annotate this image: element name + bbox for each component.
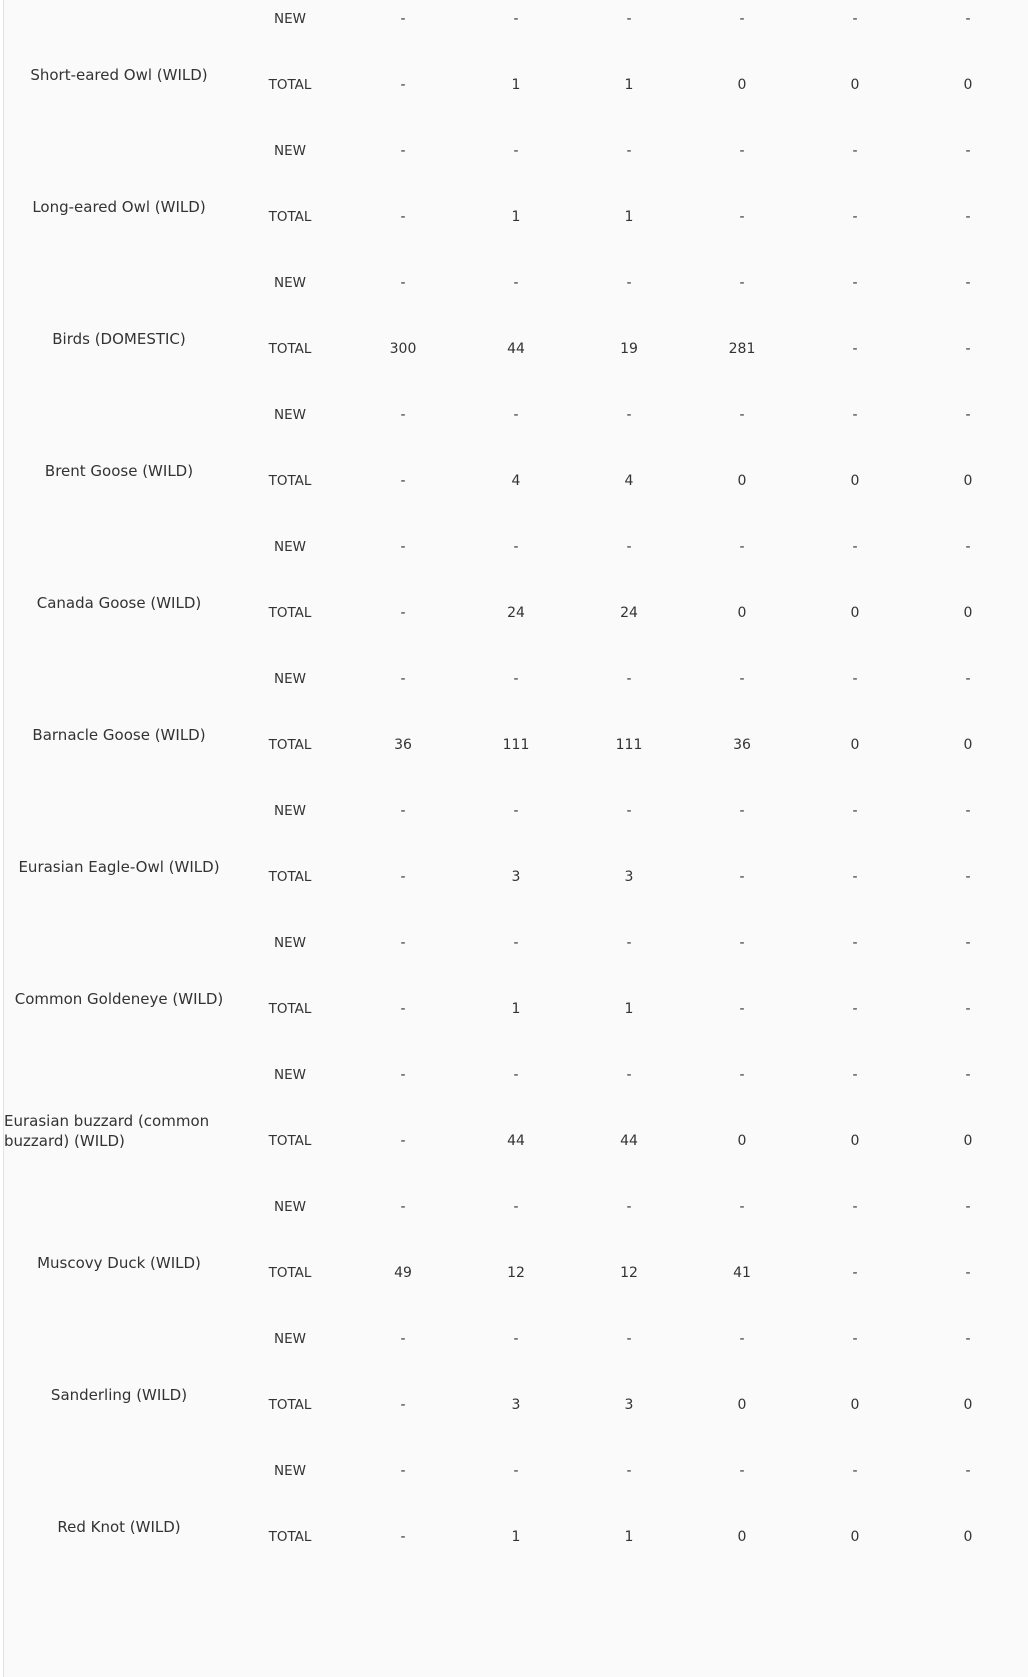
table-row — [4, 0, 1028, 9]
value-cell: - — [626, 1067, 632, 1083]
new-row — [234, 801, 1028, 821]
value-cell: - — [965, 11, 971, 27]
value-cell: 0 — [737, 473, 747, 489]
value-cell: 1 — [624, 1529, 634, 1545]
new-row — [234, 1329, 1028, 1349]
total-row — [234, 1131, 1028, 1151]
value-cell: - — [513, 11, 519, 27]
value-cell: - — [513, 803, 519, 819]
value-cell: - — [965, 1199, 971, 1215]
value-cell: - — [739, 869, 745, 885]
total-row — [234, 339, 1028, 359]
table-row — [4, 1197, 1028, 1329]
value-cell: - — [739, 539, 745, 555]
new-row — [234, 1461, 1028, 1481]
total-row — [234, 1263, 1028, 1283]
value-cell: 0 — [737, 1529, 747, 1545]
value-cell: - — [626, 539, 632, 555]
value-cell: - — [965, 341, 971, 357]
value-cell: - — [626, 803, 632, 819]
value-cell: 1 — [624, 209, 634, 225]
value-cell: 0 — [737, 1133, 747, 1149]
value-cell: 300 — [389, 341, 417, 357]
total-label: TOTAL — [268, 77, 312, 93]
value-cell: 111 — [615, 737, 643, 753]
value-cell: - — [626, 935, 632, 951]
value-cell: - — [965, 671, 971, 687]
value-cell: 1 — [511, 1001, 521, 1017]
value-cell: - — [513, 143, 519, 159]
value-cell: - — [965, 1067, 971, 1083]
value-cell: 0 — [963, 77, 973, 93]
value-cell: - — [400, 473, 406, 489]
total-row — [234, 75, 1028, 95]
new-row — [234, 405, 1028, 425]
value-cell: - — [852, 869, 858, 885]
table-row — [4, 1329, 1028, 1461]
new-row — [234, 1197, 1028, 1217]
table-row — [4, 933, 1028, 1065]
outbreak-table-panel — [3, 0, 1028, 1677]
table-row — [4, 801, 1028, 933]
value-cell: 3 — [624, 869, 634, 885]
value-cell: - — [965, 539, 971, 555]
value-cell: - — [965, 275, 971, 291]
value-cell: 1 — [511, 77, 521, 93]
total-label: TOTAL — [268, 1265, 312, 1281]
total-row — [234, 1527, 1028, 1547]
value-cell: - — [513, 407, 519, 423]
value-cell: 36 — [394, 737, 412, 753]
total-label: TOTAL — [268, 605, 312, 621]
value-cell: - — [400, 143, 406, 159]
value-cell: - — [626, 11, 632, 27]
value-cell: 0 — [850, 77, 860, 93]
value-cell: - — [739, 1067, 745, 1083]
value-cell: 0 — [850, 473, 860, 489]
value-cell: - — [513, 275, 519, 291]
value-cell: 44 — [507, 341, 525, 357]
species-name: Eurasian Eagle-Owl (WILD) — [18, 858, 220, 876]
value-cell: - — [852, 407, 858, 423]
value-cell: - — [739, 803, 745, 819]
value-cell: - — [852, 671, 858, 687]
total-row — [234, 1395, 1028, 1415]
new-row — [234, 1065, 1028, 1085]
species-name: Common Goldeneye (WILD) — [14, 990, 224, 1008]
value-cell: - — [400, 1331, 406, 1347]
value-cell: 0 — [737, 77, 747, 93]
value-cell: - — [965, 869, 971, 885]
value-cell: - — [400, 11, 406, 27]
value-cell: 0 — [850, 1133, 860, 1149]
value-cell: - — [739, 275, 745, 291]
total-row — [234, 471, 1028, 491]
value-cell: 44 — [620, 1133, 638, 1149]
table-row — [4, 9, 1028, 141]
value-cell: - — [852, 275, 858, 291]
value-cell: 281 — [728, 341, 756, 357]
value-cell: 0 — [850, 1397, 860, 1413]
value-cell: - — [400, 935, 406, 951]
species-name: Sanderling (WILD) — [50, 1386, 188, 1404]
new-label: NEW — [274, 143, 306, 159]
value-cell: - — [739, 1331, 745, 1347]
new-row — [234, 9, 1028, 29]
value-cell: - — [400, 1133, 406, 1149]
table-row — [4, 669, 1028, 801]
value-cell: - — [965, 143, 971, 159]
value-cell: - — [400, 1397, 406, 1413]
species-name: Eurasian buzzard (common buzzard) (WILD) — [4, 1112, 210, 1150]
value-cell: - — [965, 1463, 971, 1479]
value-cell: 12 — [620, 1265, 638, 1281]
value-cell: 4 — [511, 473, 521, 489]
table-row — [4, 1065, 1028, 1197]
value-cell: 1 — [624, 77, 634, 93]
value-cell: - — [400, 605, 406, 621]
new-label: NEW — [274, 803, 306, 819]
value-cell: - — [852, 803, 858, 819]
value-cell: - — [400, 803, 406, 819]
value-cell: - — [513, 1331, 519, 1347]
new-label: NEW — [274, 671, 306, 687]
value-cell: 0 — [737, 1397, 747, 1413]
value-cell: - — [626, 1331, 632, 1347]
new-label: NEW — [274, 275, 306, 291]
new-label: NEW — [274, 11, 306, 27]
new-label: NEW — [274, 539, 306, 555]
value-cell: 0 — [850, 605, 860, 621]
value-cell: 36 — [733, 737, 751, 753]
value-cell: - — [739, 1463, 745, 1479]
value-cell: - — [739, 1001, 745, 1017]
species-name: Red Knot (WILD) — [57, 1518, 181, 1536]
new-row — [234, 273, 1028, 293]
value-cell: 3 — [624, 1397, 634, 1413]
outbreak-table — [4, 0, 1028, 1593]
value-cell: - — [852, 1331, 858, 1347]
value-cell: 4 — [624, 473, 634, 489]
species-name: Short-eared Owl (WILD) — [30, 66, 208, 84]
value-cell: - — [852, 1001, 858, 1017]
value-cell: 24 — [620, 605, 638, 621]
new-label: NEW — [274, 1067, 306, 1083]
value-cell: - — [739, 671, 745, 687]
value-cell: - — [400, 869, 406, 885]
value-cell: - — [513, 1463, 519, 1479]
species-name: Long-eared Owl (WILD) — [32, 198, 206, 216]
new-row — [234, 933, 1028, 953]
value-cell: - — [852, 209, 858, 225]
value-cell: - — [626, 1463, 632, 1479]
total-label: TOTAL — [268, 341, 312, 357]
value-cell: 0 — [737, 605, 747, 621]
value-cell: - — [400, 539, 406, 555]
value-cell: - — [513, 1067, 519, 1083]
value-cell: - — [852, 1067, 858, 1083]
total-label: TOTAL — [268, 869, 312, 885]
value-cell: 0 — [963, 473, 973, 489]
value-cell: 0 — [963, 605, 973, 621]
value-cell: 1 — [511, 1529, 521, 1545]
value-cell: - — [626, 143, 632, 159]
value-cell: - — [852, 341, 858, 357]
value-cell: 0 — [963, 1397, 973, 1413]
table-row — [4, 537, 1028, 669]
value-cell: - — [513, 1199, 519, 1215]
value-cell: - — [965, 1265, 971, 1281]
value-cell: - — [965, 1001, 971, 1017]
value-cell: - — [626, 671, 632, 687]
value-cell: - — [852, 1463, 858, 1479]
species-name: Barnacle Goose (WILD) — [32, 726, 206, 744]
value-cell: - — [852, 935, 858, 951]
value-cell: 0 — [963, 1529, 973, 1545]
value-cell: - — [400, 407, 406, 423]
table-row — [4, 273, 1028, 405]
value-cell: - — [852, 11, 858, 27]
total-row — [234, 207, 1028, 227]
value-cell: 19 — [620, 341, 638, 357]
species-name: Canada Goose (WILD) — [36, 594, 202, 612]
new-row — [234, 141, 1028, 161]
value-cell: - — [400, 1199, 406, 1215]
new-row — [234, 537, 1028, 557]
total-row — [234, 603, 1028, 623]
total-row — [234, 735, 1028, 755]
value-cell: - — [739, 1199, 745, 1215]
new-label: NEW — [274, 1199, 306, 1215]
value-cell: - — [513, 671, 519, 687]
value-cell: - — [400, 209, 406, 225]
value-cell: - — [739, 407, 745, 423]
total-label: TOTAL — [268, 1529, 312, 1545]
value-cell: - — [965, 209, 971, 225]
table-row — [4, 405, 1028, 537]
value-cell: 111 — [502, 737, 530, 753]
value-cell: 0 — [850, 737, 860, 753]
total-label: TOTAL — [268, 209, 312, 225]
value-cell: - — [400, 1529, 406, 1545]
value-cell: 1 — [511, 209, 521, 225]
total-label: TOTAL — [268, 737, 312, 753]
new-label: NEW — [274, 407, 306, 423]
value-cell: - — [965, 803, 971, 819]
total-label: TOTAL — [268, 1001, 312, 1017]
value-cell: 44 — [507, 1133, 525, 1149]
value-cell: 24 — [507, 605, 525, 621]
value-cell: - — [739, 935, 745, 951]
value-cell: - — [513, 539, 519, 555]
value-cell: 0 — [850, 1529, 860, 1545]
value-cell: 3 — [511, 869, 521, 885]
value-cell: - — [626, 1199, 632, 1215]
value-cell: 49 — [394, 1265, 412, 1281]
total-row — [234, 867, 1028, 887]
value-cell: - — [965, 1331, 971, 1347]
value-cell: - — [400, 671, 406, 687]
new-label: NEW — [274, 935, 306, 951]
value-cell: - — [739, 143, 745, 159]
total-label: TOTAL — [268, 1133, 312, 1149]
value-cell: - — [400, 77, 406, 93]
value-cell: - — [626, 275, 632, 291]
table-row — [4, 141, 1028, 273]
value-cell: - — [852, 143, 858, 159]
value-cell: 3 — [511, 1397, 521, 1413]
value-cell: 1 — [624, 1001, 634, 1017]
species-name: Brent Goose (WILD) — [44, 462, 194, 480]
value-cell: - — [400, 275, 406, 291]
value-cell: - — [400, 1463, 406, 1479]
new-label: NEW — [274, 1331, 306, 1347]
new-row — [234, 669, 1028, 689]
value-cell: - — [513, 935, 519, 951]
table-row — [4, 1461, 1028, 1593]
species-name: Muscovy Duck (WILD) — [37, 1254, 201, 1272]
value-cell: 12 — [507, 1265, 525, 1281]
value-cell: - — [739, 209, 745, 225]
value-cell: - — [626, 407, 632, 423]
species-name: Birds (DOMESTIC) — [52, 330, 186, 348]
value-cell: 41 — [733, 1265, 751, 1281]
value-cell: - — [965, 935, 971, 951]
value-cell: - — [400, 1001, 406, 1017]
total-label: TOTAL — [268, 1397, 312, 1413]
new-label: NEW — [274, 1463, 306, 1479]
total-row — [234, 999, 1028, 1019]
value-cell: 0 — [963, 737, 973, 753]
value-cell: 0 — [963, 1133, 973, 1149]
value-cell: - — [852, 1265, 858, 1281]
value-cell: - — [852, 1199, 858, 1215]
value-cell: - — [739, 11, 745, 27]
value-cell: - — [400, 1067, 406, 1083]
value-cell: - — [965, 407, 971, 423]
value-cell: - — [852, 539, 858, 555]
total-label: TOTAL — [268, 473, 312, 489]
